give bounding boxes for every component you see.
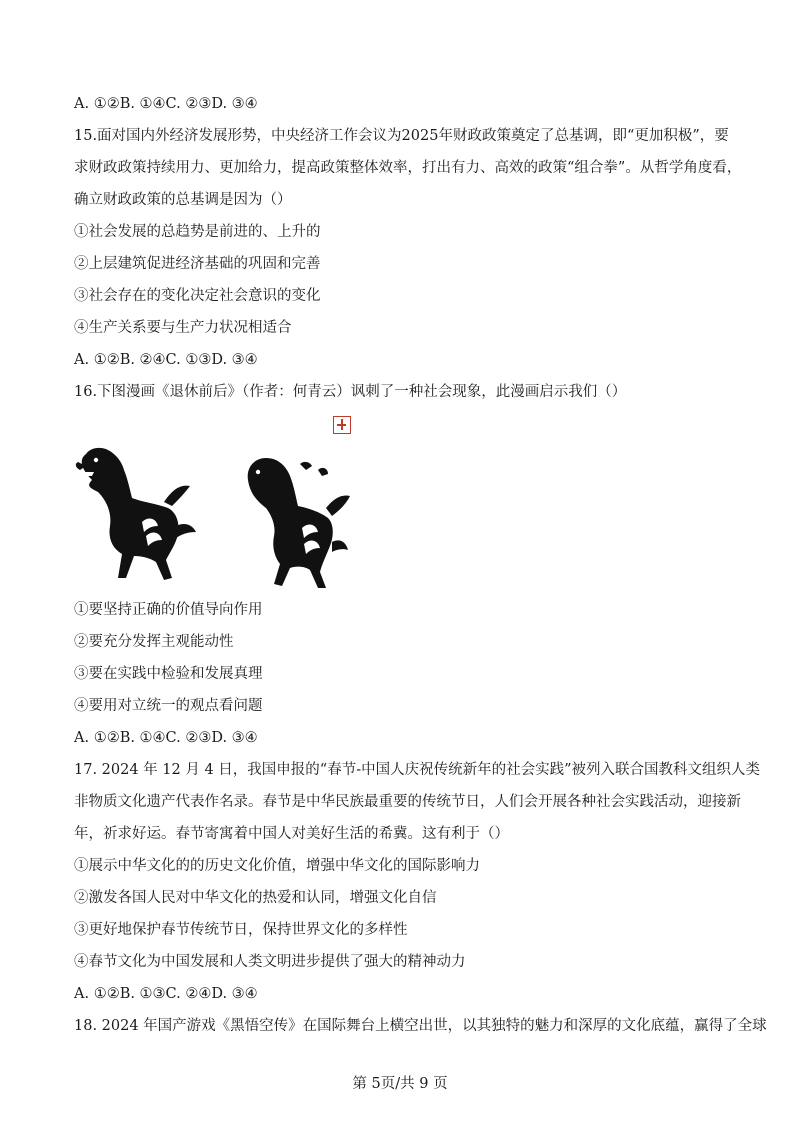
q15-stem-line1: 15.面对国内外经济发展形势，中央经济工作会议为2025年财政政策奠定了总基调，即“更加积极”，要 [74,128,729,144]
red-seal-stamp [333,416,351,434]
q17-option-1: ①展示中华文化的的历史文化价值，增强中华文化的国际影响力 [74,858,480,874]
q14-answer-options: A. ①②B. ①④C. ②③D. ③④ [74,96,258,112]
page-footer: 第 5页/共 9 页 [352,1076,448,1092]
q16-option-3: ③要在实践中检验和发展真理 [74,666,263,682]
cartoon-horse-before [72,440,202,585]
q17-stem-line3: 年，祈求好运。春节寄寓着中国人对美好生活的希冀。这有利于（） [74,826,509,842]
cartoon-horse-after [238,450,358,590]
q18-stem-line1: 18. 2024 年国产游戏《黑悟空传》在国际舞台上横空出世，以其独特的魅力和深厚的文化底蕴，赢得了全球 [74,1018,767,1034]
q15-stem-line2: 求财政政策持续用力、更加给力，提高政策整体效率，打出有力、高效的政策“组合拳”。从哲学角度看， [74,160,742,176]
q15-answer-options: A. ①②B. ②④C. ①③D. ③④ [74,352,258,368]
q16-option-2: ②要充分发挥主观能动性 [74,634,234,650]
q15-option-2: ②上层建筑促进经济基础的巩固和完善 [74,256,321,272]
q17-answer-options: A. ①②B. ①③C. ②④D. ③④ [74,986,258,1002]
q16-answer-options: A. ①②B. ①④C. ②③D. ③④ [74,730,258,746]
q15-option-3: ③社会存在的变化决定社会意识的变化 [74,288,321,304]
q17-option-2: ②激发各国人民对中华文化的热爱和认同，增强文化自信 [74,890,437,906]
q17-stem-line1: 17. 2024 年 12 月 4 日，我国申报的“春节-中国人庆祝传统新年的社会实践”被列入联合国教科文组织人类 [74,762,761,778]
q15-stem-line3: 确立财政政策的总基调是因为（） [74,192,292,208]
q15-option-4: ④生产关系要与生产力状况相适合 [74,320,292,336]
q16-stem: 16.下图漫画《退休前后》（作者：何青云）讽刺了一种社会现象，此漫画启示我们（） [74,384,627,400]
q15-option-1: ①社会发展的总趋势是前进的、上升的 [74,224,321,240]
q16-option-1: ①要坚持正确的价值导向作用 [74,602,263,618]
q17-option-4: ④春节文化为中国发展和人类文明进步提供了强大的精神动力 [74,954,466,970]
q17-option-3: ③更好地保护春节传统节日，保持世界文化的多样性 [74,922,408,938]
q16-option-4: ④要用对立统一的观点看问题 [74,698,263,714]
q17-stem-line2: 非物质文化遗产代表作名录。春节是中华民族最重要的传统节日，人们会开展各种社会实践活动，迎接新 [74,794,741,810]
